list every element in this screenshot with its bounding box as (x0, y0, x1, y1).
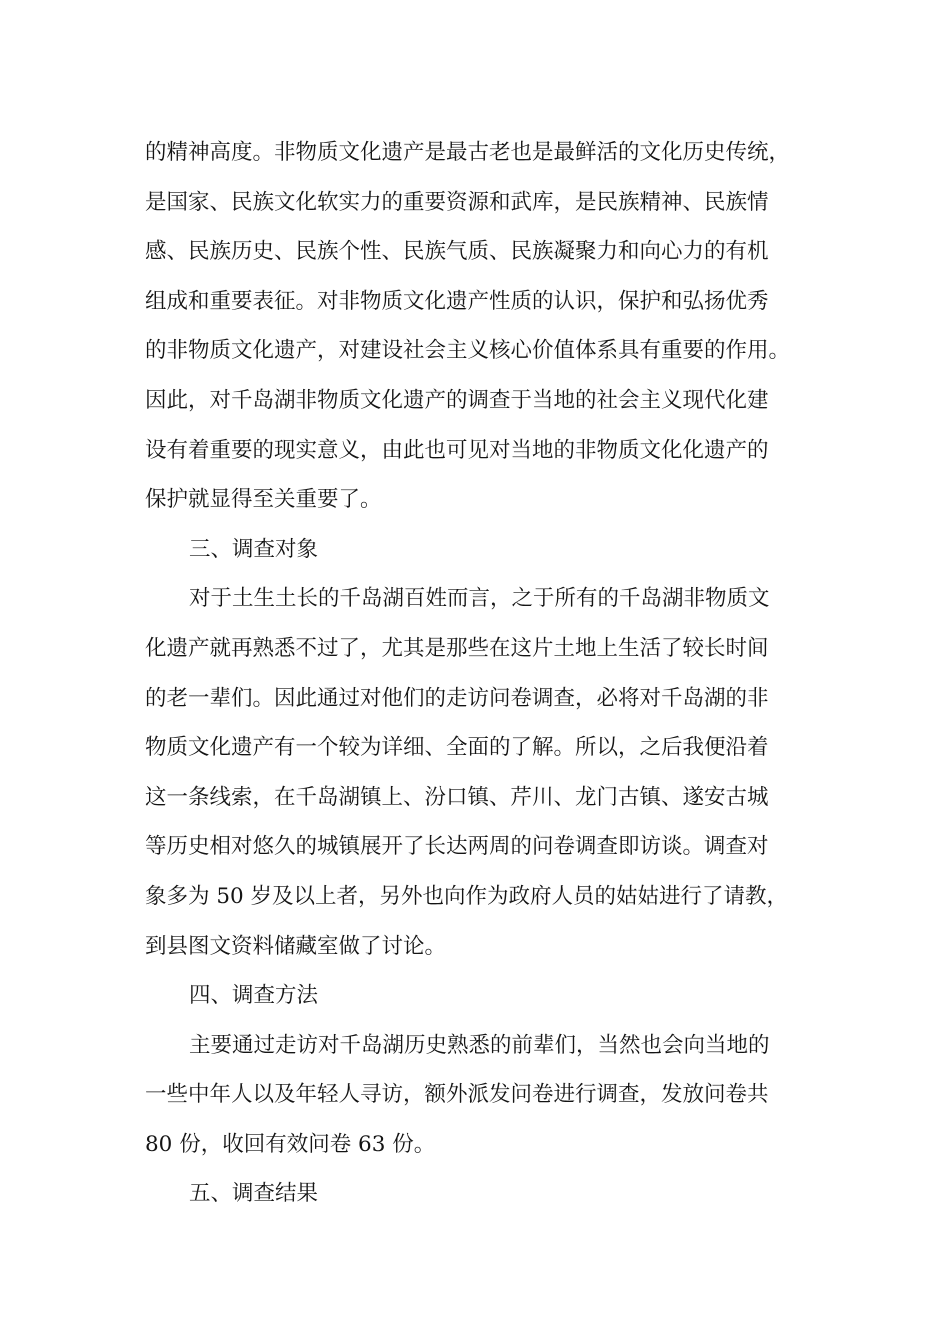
section-heading: 三、调查对象 (189, 536, 319, 562)
paragraph-line: 这一条线索，在千岛湖镇上、汾口镇、芹川、龙门古镇、遂安古城 (145, 784, 769, 810)
paragraph-line: 主要通过走访对千岛湖历史熟悉的前辈们，当然也会向当地的 (189, 1032, 770, 1058)
paragraph-line: 一些中年人以及年轻人寻访，额外派发问卷进行调查，发放问卷共 (145, 1082, 769, 1108)
paragraph-line: 是国家、民族文化软实力的重要资源和武库，是民族精神、民族情 (145, 189, 769, 215)
paragraph-line: 的非物质文化遗产，对建设社会主义核心价值体系具有重要的作用。 (145, 338, 791, 364)
section-heading: 五、调查结果 (189, 1181, 319, 1207)
paragraph-line: 设有着重要的现实意义，由此也可见对当地的非物质文化化遗产的 (145, 437, 769, 463)
paragraph-line: 象多为 50 岁及以上者，另外也向作为政府人员的姑姑进行了请教， (145, 883, 789, 909)
paragraph-line: 保护就显得至关重要了。 (145, 487, 382, 513)
paragraph-line: 对于土生土长的千岛湖百姓而言，之于所有的千岛湖非物质文 (189, 586, 770, 612)
paragraph-line: 化遗产就再熟悉不过了，尤其是那些在这片土地上生活了较长时间 (145, 635, 769, 661)
paragraph-line: 的精神高度。非物质文化遗产是最古老也是最鲜活的文化历史传统， (145, 140, 791, 165)
paragraph-line: 组成和重要表征。对非物质文化遗产性质的认识，保护和弘扬优秀 (145, 288, 769, 314)
paragraph-line: 因此，对千岛湖非物质文化遗产的调查于当地的社会主义现代化建 (145, 387, 769, 413)
paragraph-line: 感、民族历史、民族个性、民族气质、民族凝聚力和向心力的有机 (145, 239, 769, 265)
paragraph-line: 80 份，收回有效问卷 63 份。 (145, 1131, 436, 1157)
document-body (145, 128, 815, 1219)
paragraph-line: 等历史相对悠久的城镇展开了长达两周的问卷调查即访谈。调查对 (145, 834, 769, 860)
section-heading: 四、调查方法 (189, 983, 319, 1009)
paragraph-line: 的老一辈们。因此通过对他们的走访问卷调查，必将对千岛湖的非 (145, 685, 769, 711)
paragraph-line: 物质文化遗产有一个较为详细、全面的了解。所以，之后我便沿着 (145, 735, 769, 761)
paragraph-line: 到县图文资料储藏室做了讨论。 (145, 933, 447, 959)
